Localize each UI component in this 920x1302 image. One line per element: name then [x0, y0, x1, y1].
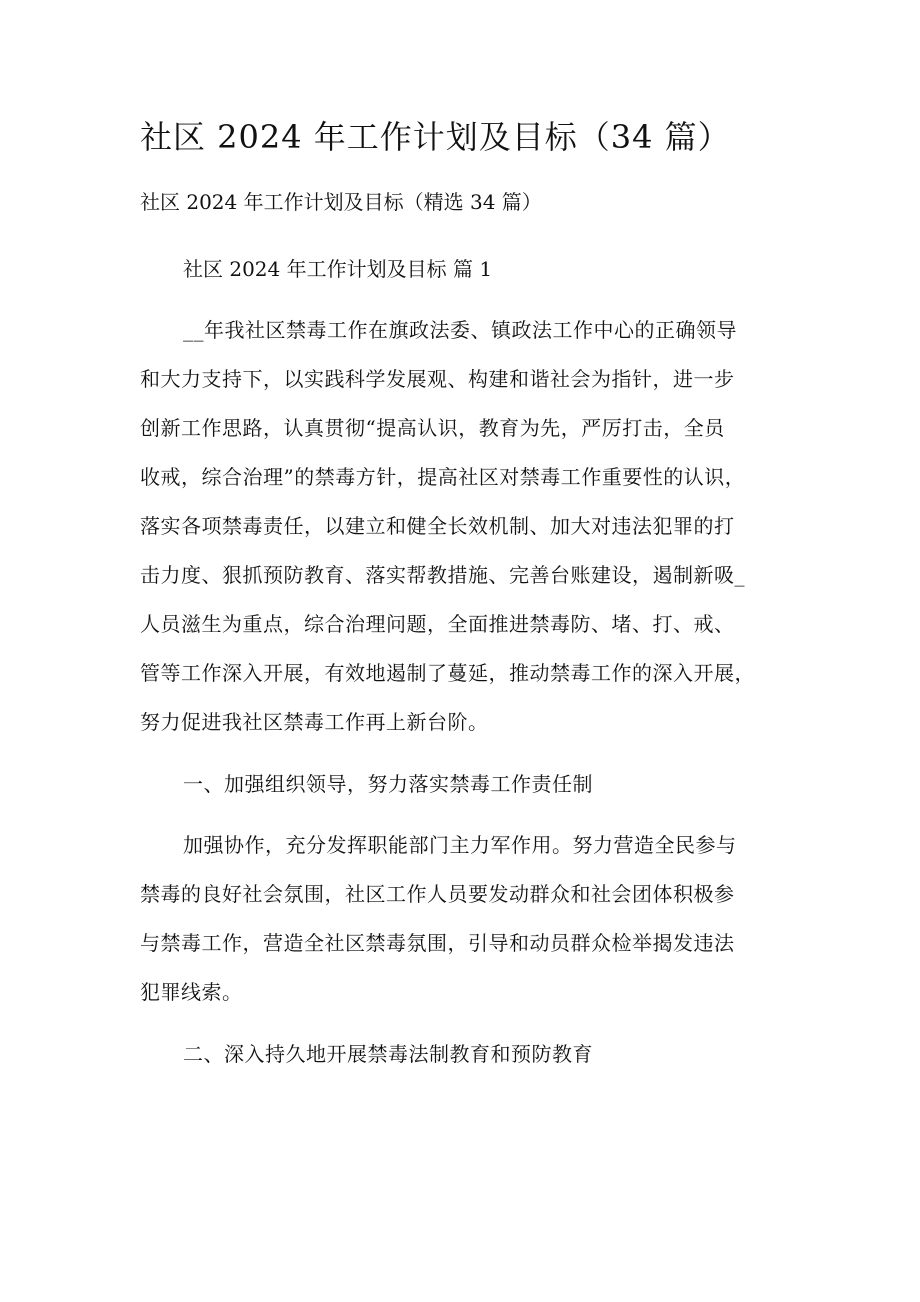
paragraph-1-line: 和大力支持下，以实践科学发展观、构建和谐社会为指针，进一步: [140, 367, 735, 391]
paragraph-1-line: 收戒，综合治理”的禁毒方针，提高社区对禁毒工作重要性的认识，: [140, 465, 746, 489]
section-heading: 社区 2024 年工作计划及目标 篇 1: [183, 257, 493, 281]
paragraph-2-line: 加强协作，充分发挥职能部门主力军作用。努力营造全民参与: [183, 833, 737, 857]
paragraph-1-line: 击力度、狠抓预防教育、落实帮教措施、完善台账建设，遏制新吸_: [140, 563, 745, 587]
paragraph-1-line: 努力促进我社区禁毒工作再上新台阶。: [140, 710, 489, 734]
paragraph-1-line: __年我社区禁毒工作在旗政法委、镇政法工作中心的正确领导: [183, 318, 737, 342]
paragraph-2-line: 与禁毒工作，营造全社区禁毒氛围，引导和动员群众检举揭发违法: [140, 931, 735, 955]
paragraph-1-line: 管等工作深入开展，有效地遏制了蔓延，推动禁毒工作的深入开展，: [140, 661, 755, 685]
paragraph-2-line: 禁毒的良好社会氛围，社区工作人员要发动群众和社会团体积极参: [140, 882, 735, 906]
paragraph-1-line: 落实各项禁毒责任，以建立和健全长效机制、加大对违法犯罪的打: [140, 514, 735, 538]
document-title: 社区 2024 年工作计划及目标（34 篇）: [140, 118, 731, 156]
heading-1: 一、加强组织领导，努力落实禁毒工作责任制: [183, 772, 593, 796]
heading-2: 二、深入持久地开展禁毒法制教育和预防教育: [183, 1042, 593, 1066]
paragraph-2-line: 犯罪线索。: [140, 980, 243, 1004]
paragraph-1-line: 创新工作思路，认真贯彻“提高认识，教育为先，严厉打击，全员: [140, 416, 725, 440]
document-subtitle: 社区 2024 年工作计划及目标（精选 34 篇）: [140, 190, 542, 214]
paragraph-1-line: 人员滋生为重点，综合治理问题，全面推进禁毒防、堵、打、戒、: [140, 612, 735, 636]
